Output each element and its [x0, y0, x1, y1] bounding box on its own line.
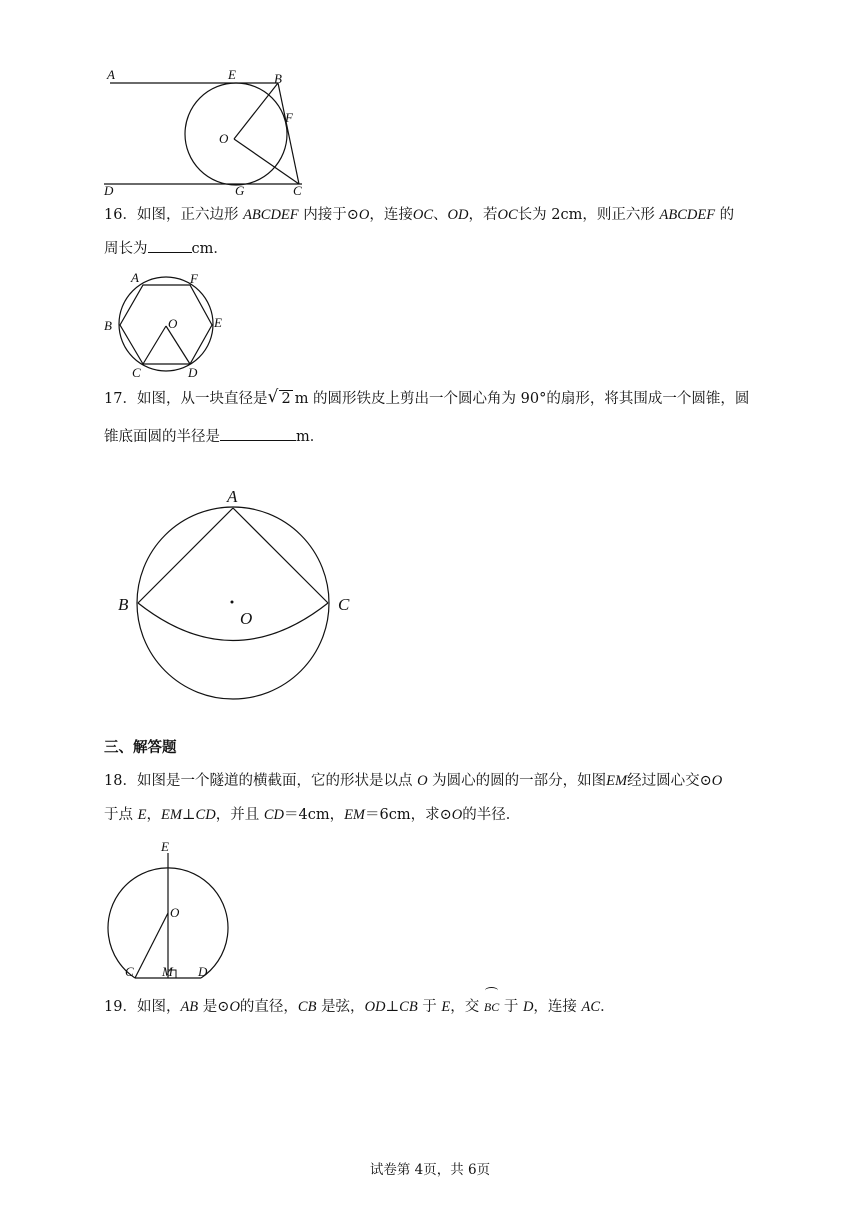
label-A: A — [107, 67, 115, 82]
label-B: B — [274, 71, 282, 86]
question-text: 于 — [422, 999, 437, 1015]
label-A: A — [227, 487, 238, 506]
question-text: 是⊙ — [202, 999, 230, 1015]
question-text: ，连接 — [369, 207, 413, 223]
math-var: ABCDEF — [243, 207, 299, 223]
label-C: C — [293, 183, 302, 198]
question-number: 19． — [104, 999, 137, 1015]
question-number: 18． — [104, 773, 137, 789]
math-var: CD — [195, 807, 216, 823]
question-text: 如图， — [136, 999, 181, 1015]
question-text: 如图，正六边形 — [136, 207, 239, 223]
answer-blank — [148, 236, 192, 253]
question-text: 是弦， — [321, 999, 365, 1015]
label-E: E — [161, 839, 169, 854]
math-var: D — [522, 999, 534, 1015]
question-text: 如图，从一块直径是 — [136, 391, 268, 407]
label-C: C — [132, 365, 141, 380]
math-var: OD — [447, 207, 469, 223]
question-text: ． — [600, 999, 615, 1015]
math-var: O — [451, 807, 463, 823]
question-text: 的 — [719, 207, 735, 223]
label-G: G — [235, 183, 245, 198]
math-var: CB — [297, 999, 317, 1015]
question-text: ⊥ — [385, 999, 400, 1015]
question-text: 如图是一个隧道的横截面，它的形状是以点 — [136, 773, 413, 789]
math-var: E — [441, 999, 451, 1015]
question-17 — [104, 380, 760, 456]
label-O: O — [168, 316, 178, 331]
math-var: AB — [180, 999, 199, 1015]
math-var: EM — [606, 773, 628, 789]
question-number: 16． — [104, 207, 137, 223]
question-text: cm． — [191, 241, 228, 257]
question-number: 17． — [104, 391, 137, 407]
label-B: B — [104, 318, 112, 333]
math-var: OD — [364, 999, 386, 1015]
label-B: B — [118, 595, 129, 614]
label-D: D — [104, 183, 114, 198]
label-C: C — [338, 595, 350, 614]
math-var: CB — [399, 999, 418, 1015]
question-text: 经过圆心交⊙ — [627, 773, 712, 789]
question-16 — [104, 198, 760, 266]
label-F: F — [285, 110, 293, 125]
math-var: AC — [581, 999, 601, 1015]
figure-q17 — [110, 484, 370, 704]
question-text: m 的圆形铁皮上剪出一个圆心角为 90°的扇形，将其围成一个圆锥，圆 — [294, 391, 750, 407]
question-text: ＝4cm， — [283, 807, 345, 823]
math-var: O — [417, 773, 428, 789]
label-O: O — [240, 609, 253, 628]
question-text: ＝6cm，求⊙ — [365, 807, 452, 823]
math-var: EM — [344, 807, 366, 823]
label-M: M — [162, 964, 173, 979]
question-text: ⊥ — [181, 807, 196, 823]
label-D: D — [198, 964, 208, 979]
question-text: ， — [146, 807, 161, 823]
radical-sign-icon: √ — [267, 387, 279, 407]
math-var: O — [229, 999, 240, 1015]
figure-q15 — [100, 64, 320, 199]
label-C: C — [125, 964, 134, 979]
figure-q16 — [100, 268, 230, 380]
question-text: 的半径． — [462, 807, 521, 823]
arc-notation: BC — [484, 990, 499, 1024]
math-var: CD — [263, 807, 284, 823]
answer-blank — [220, 424, 296, 441]
label-O: O — [170, 905, 180, 920]
math-var: OC — [412, 207, 434, 223]
figure-q18 — [100, 838, 240, 984]
question-text: m． — [296, 429, 325, 445]
question-text: 为圆心的圆的一部分，如图 — [432, 773, 607, 789]
question-text: 的直径， — [239, 999, 298, 1015]
sqrt-expression — [267, 380, 292, 418]
question-text: 长为 2cm，则正六形 — [517, 207, 655, 223]
label-D: D — [188, 365, 198, 380]
sqrt-value: 2 — [281, 391, 291, 407]
label-A: A — [131, 270, 139, 285]
label-E: E — [214, 315, 222, 330]
question-text: ，交 — [450, 999, 480, 1015]
label-E: E — [228, 67, 236, 82]
math-var: E — [137, 807, 147, 823]
question-text: ，连接 — [533, 999, 577, 1015]
question-19 — [104, 990, 760, 1024]
section-heading: 三、解答题 — [104, 739, 177, 756]
question-text: 于 — [503, 999, 519, 1015]
label-O: O — [219, 131, 229, 146]
question-text: 锥底面圆的半径是 — [104, 429, 220, 445]
question-text: 内接于⊙ — [303, 207, 359, 223]
math-var: O — [358, 207, 370, 223]
math-var: EM — [160, 807, 182, 823]
question-text: 于点 — [104, 807, 133, 823]
question-text: ，若 — [468, 207, 498, 223]
question-text: 、 — [433, 207, 448, 223]
question-text: 周长为 — [104, 241, 148, 257]
question-18 — [104, 764, 760, 832]
label-F: F — [190, 271, 198, 286]
math-var: ABCDEF — [659, 207, 716, 223]
question-text: ，并且 — [215, 807, 260, 823]
math-var: O — [711, 773, 723, 789]
page-footer: 试卷第 4页，共 6页 — [369, 1162, 491, 1178]
math-var: OC — [497, 207, 518, 223]
